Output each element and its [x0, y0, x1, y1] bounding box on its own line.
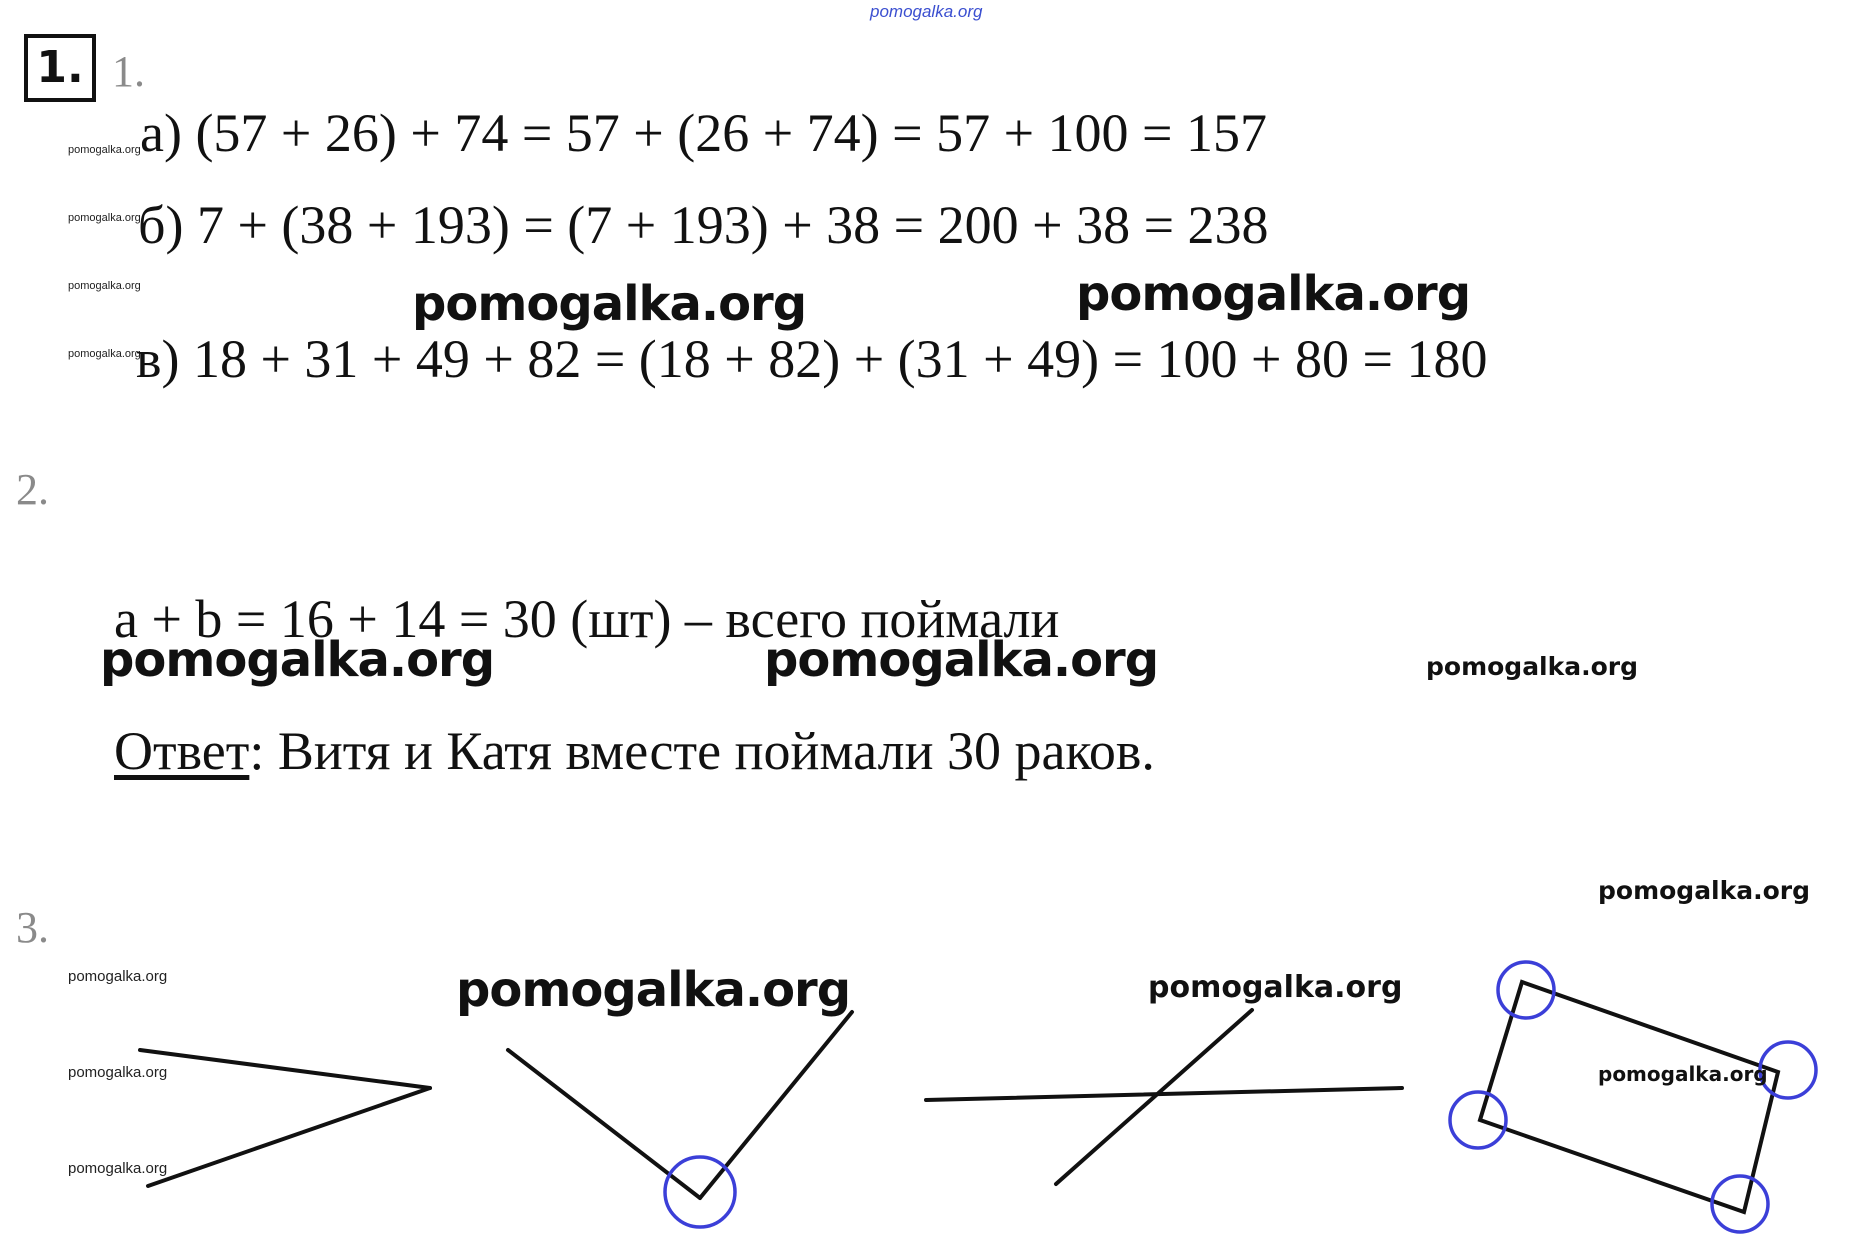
- task1-line-b: б) 7 + (38 + 193) = (7 + 193) + 38 = 200 + 38 = 238: [138, 195, 1269, 255]
- task1-line-c: в) 18 + 31 + 49 + 82 = (18 + 82) + (31 + 49) = 100 + 80 = 180: [136, 329, 1488, 389]
- watermark-small: pomogalka.org: [68, 1064, 168, 1081]
- answer-label: Ответ: [114, 721, 250, 781]
- angle-figure-2: [508, 1012, 852, 1198]
- task1-number: 1.: [112, 47, 145, 96]
- watermark-small: pomogalka.org: [68, 212, 141, 224]
- task3-number: 3.: [16, 903, 49, 952]
- watermark-medium: pomogalka.org: [1598, 1062, 1768, 1086]
- task2-equation: a + b = 16 + 14 = 30 (шт) – всего поймали: [114, 589, 1060, 649]
- vertex-circle: [665, 1157, 735, 1227]
- watermark-top: pomogalka.org: [870, 2, 983, 21]
- task2-number: 2.: [16, 465, 49, 514]
- watermark-medium: pomogalka.org: [1598, 876, 1811, 905]
- task1-line-a: а) (57 + 26) + 74 = 57 + (26 + 74) = 57 + 100 = 157: [140, 103, 1268, 163]
- watermark-large: pomogalka.org: [100, 632, 495, 688]
- watermark-small: pomogalka.org: [68, 280, 141, 292]
- task1-box-number: 1.: [24, 34, 96, 102]
- watermark-large: pomogalka.org: [456, 962, 851, 1018]
- angle-figure-1: [140, 1050, 430, 1186]
- watermark-large: pomogalka.org: [764, 632, 1159, 688]
- watermark-medium: pomogalka.org: [1148, 970, 1403, 1005]
- watermark-large: pomogalka.org: [1076, 266, 1471, 322]
- watermark-small: pomogalka.org: [68, 968, 168, 985]
- watermark-medium: pomogalka.org: [1426, 652, 1639, 681]
- watermark-small: pomogalka.org: [68, 144, 141, 156]
- watermark-small: pomogalka.org: [68, 348, 141, 360]
- watermark-small: pomogalka.org: [68, 1160, 168, 1177]
- watermark-large: pomogalka.org: [412, 276, 807, 332]
- crossing-lines: [926, 1010, 1402, 1184]
- answer-text: : Витя и Катя вместе поймали 30 раков.: [249, 721, 1155, 781]
